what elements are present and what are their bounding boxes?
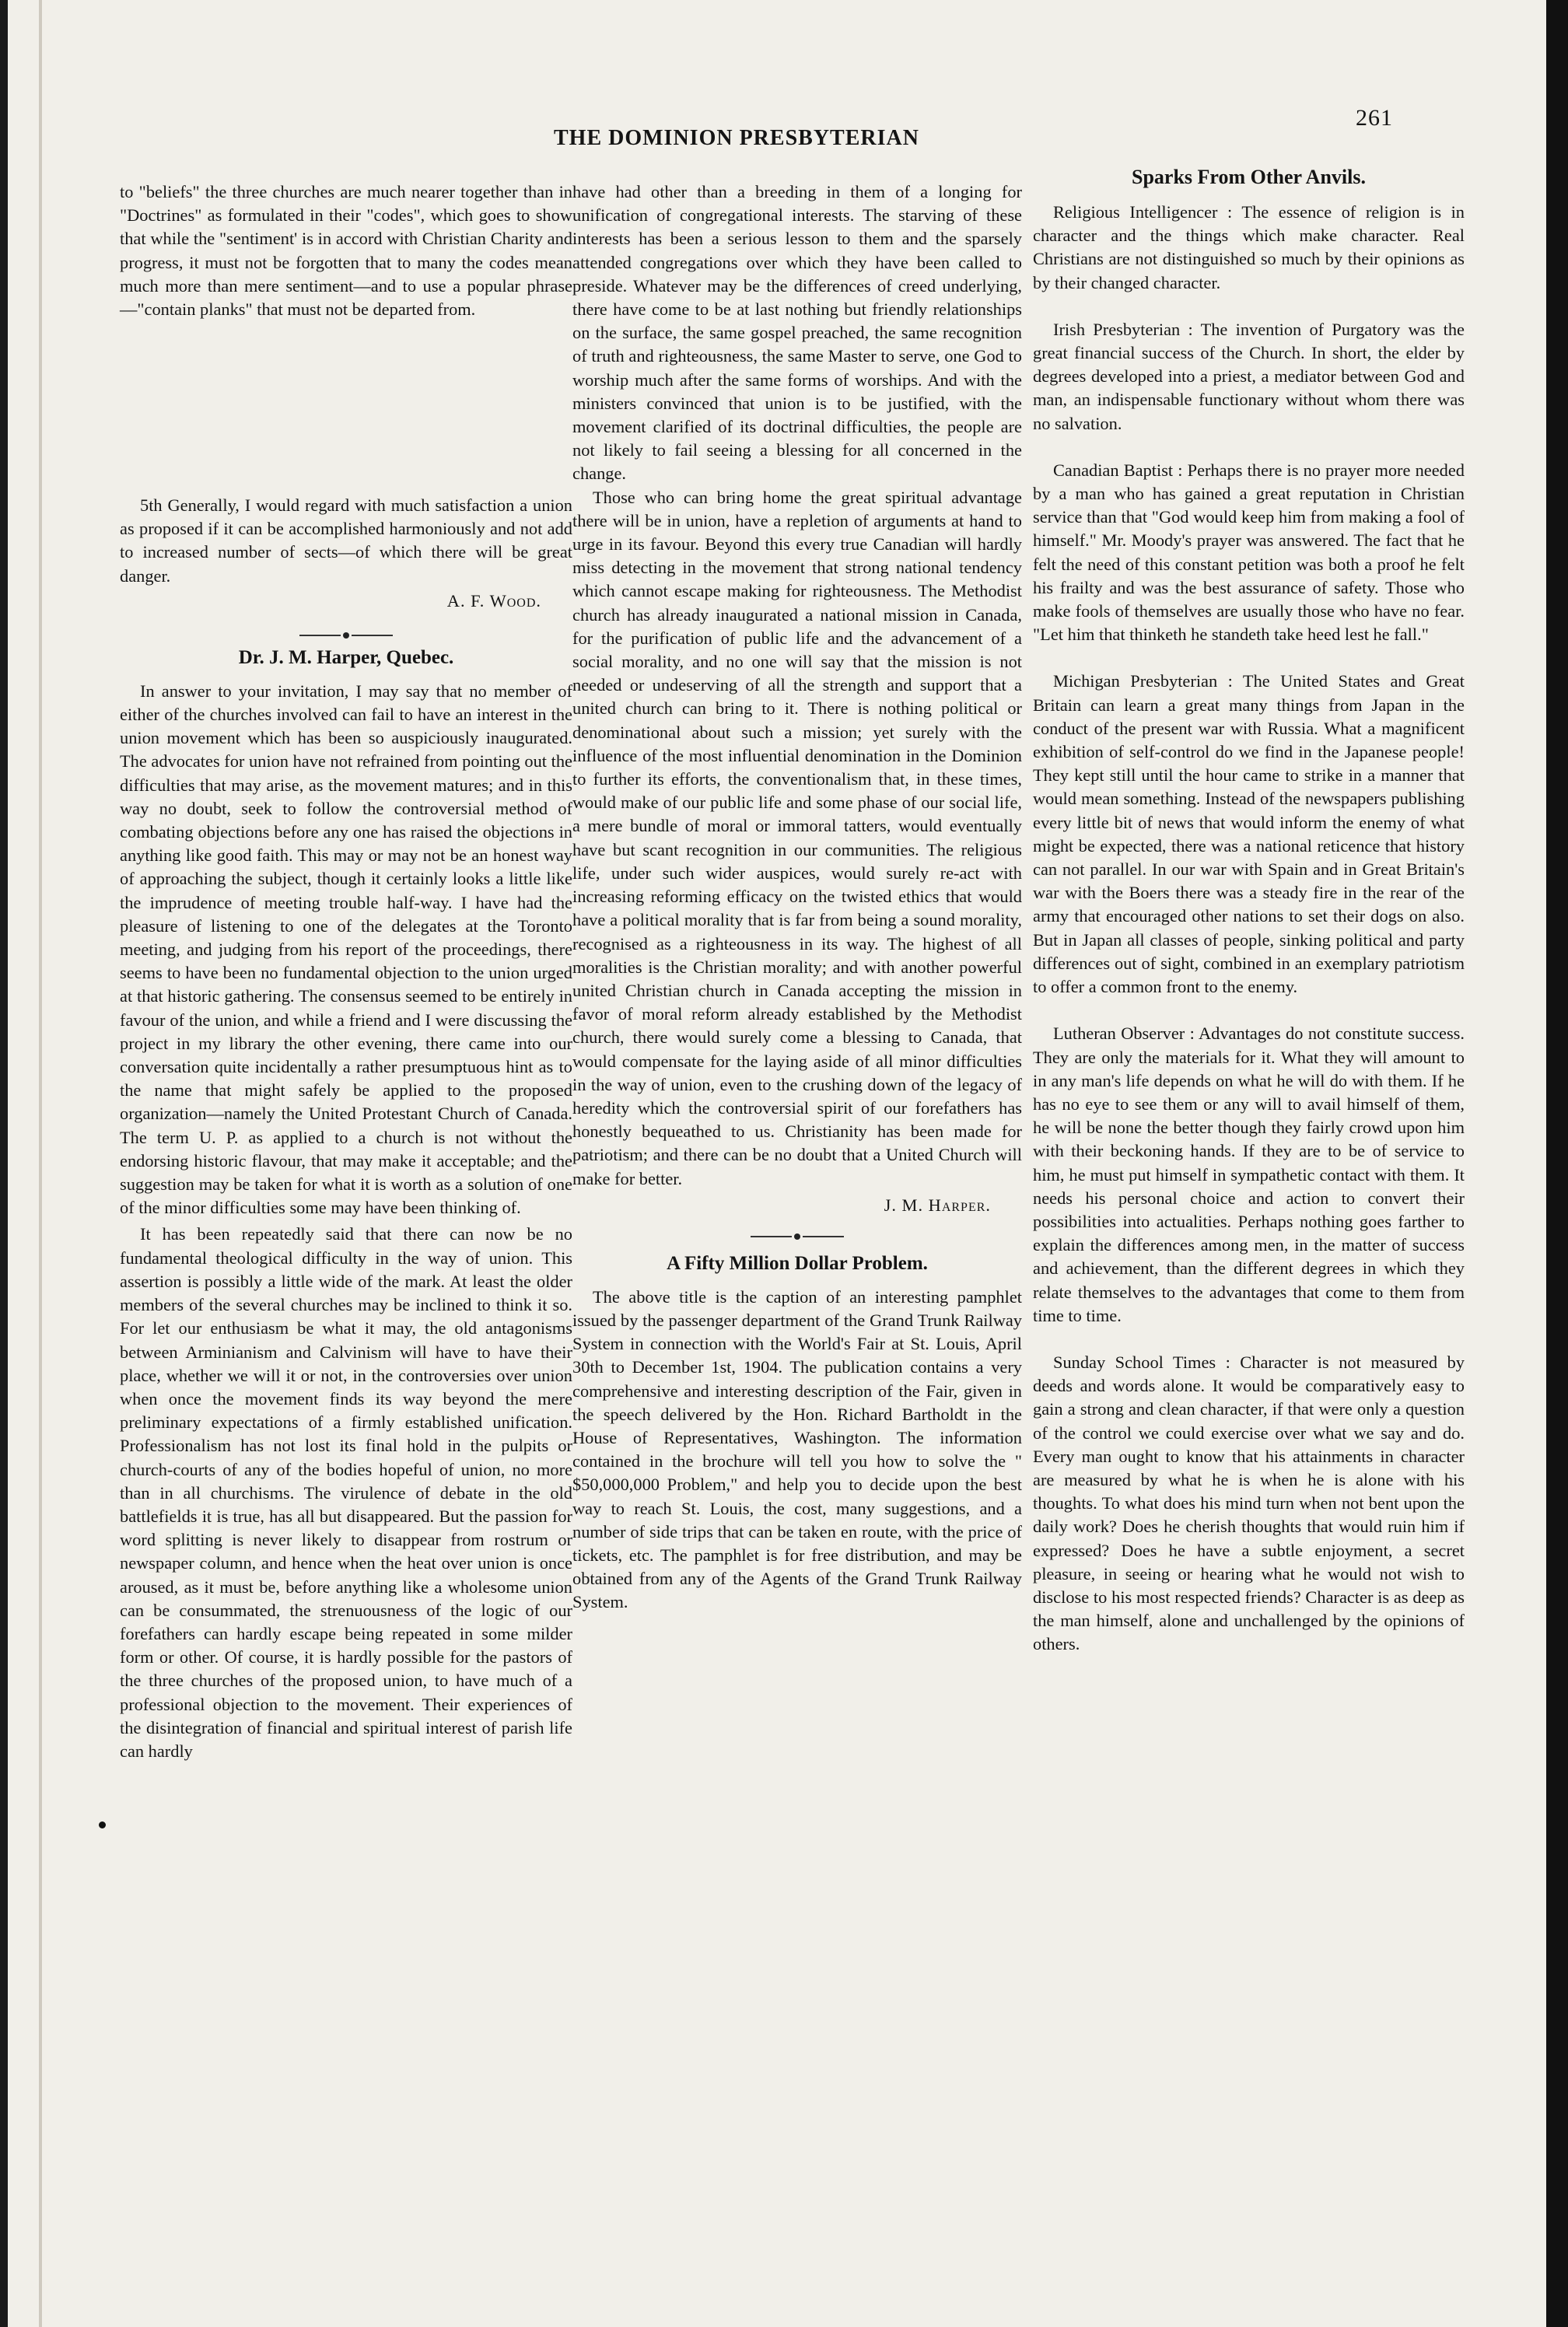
section-heading: Sparks From Other Anvils. [1132, 166, 1366, 188]
section-divider [299, 632, 393, 639]
column-1 [120, 180, 572, 1763]
running-head: THE DOMINION PRESBYTERIAN [554, 126, 919, 150]
author-signature: J. M. Harper. [884, 1195, 991, 1215]
article-paragraph: The above title is the caption of an interesting pamphlet issued by the passenger department of the Grand Trunk Railway System in connection with the World's Fair at St. Louis, April 30th to December 1st, 1904. The publication contains a very comprehensive and interesting description of the Fair, given in the speech delivered by the Hon. Richard Bartholdt in the House of Representatives, Washington. The information contained in the brochure will tell you how to solve the " $50,000,000 Problem," and help you to decide upon the best way to reach St. Louis, the cost, many suggestions, and a number of side trips that can be taken en route, with the price of tickets, etc. The pamphlet is for free distribution, and may be obtained from any of the Agents of the Grand Trunk Railway System. [572, 1286, 1022, 1612]
article-paragraph: It has been repeatedly said that there can now be no fundamental theological difficulty in the way of union. This assertion is possibly a little wide of the mark. At least the older members of the several churches may be inclined to think it so. For let our enthusiasm be what it may, the old antagonisms between Arminianism and Calvinism will have to have their place, whether we will it or not, in the controversies over union when once the movement finds its way beyond the mere preliminary expectations of a firmly established unification. Professionalism has not lost its final hold in the pulpits or church-courts of any of the bodies hopeful of union, no more than in all churchisms. The virulence of debate in the old battlefields it is true, has all but disappeared. But the passion for word splitting is never likely to disappear from rostrum or newspaper column, and hence when the heat over union is once aroused, as it must be, before anything like a wholesome union can be consummated, the strenuousness of the logic of our forefathers can hardly escape being repeated in some milder form or other. Of course, it is hardly possible for the pastors of the three churches of the proposed union, to have much of a professional objection to the movement. Their experiences of the disintegration of financial and spiritual interest of parish life can hardly [120, 1224, 572, 1761]
author-signature: A. F. Wood. [446, 590, 541, 611]
margin-mark [99, 1821, 106, 1828]
column-2 [572, 180, 1022, 1615]
quote-paragraph: Michigan Presbyterian : The United States and Great Britain can learn a great many things from Japan in the conduct of the present war with Russia. What a magnificent exhibition of self-control do we find in the Japanese people! They kept still until the hour came to strike in a manner that would mean something. Instead of the newspapers publishing every little bit of news that would inform the enemy of what might be expected, there was a national reticence that history can not parallel. In our war with Spain and in Great Britain's war with the Boers there was a steady fire in the rear of the army that encouraged other nations to set their dogs on also. But in Japan all classes of people, sinking political and party differences out of sight, combined in an exemplary patriotism to offer a common front to the enemy. [1033, 671, 1465, 997]
article-paragraph: In answer to your invitation, I may say that no member of either of the churches involved can fail to have an interest in the union movement which has been so auspiciously inaugurated. The advocates for union have not refrained from pointing out the difficulties that may arise, as the movement matures; and in this way no doubt, seek to follow the controversial method of combating objections before any one has raised the objections in anything like good faith. This may or may not be an honest way of approaching the subject, though it certainly looks a little like the imprudence of meeting trouble half-way. I have had the pleasure of listening to one of the delegates at the Toronto meeting, and judging from his report of the proceedings, there seems to have been no fundamental objection to the union urged at that historic gathering. The consensus seemed to be entirely in favour of the union, and while a friend and I were discussing the project in my library the other evening, there came into our conversation quite incidentally a rather presumptuous hint as to the name that might safely be applied to the proposed organization—namely the United Protestant Church of Canada. The term U. P. as applied to a church is not without the endorsing historic flavour, that may make it acceptable; and the suggestion may be taken for what it is worth as a solution of one of the minor difficulties some may have been thinking of. [120, 681, 572, 1218]
article-heading: Dr. J. M. Harper, Quebec. [238, 646, 454, 668]
section-divider [751, 1233, 844, 1240]
scan-edge-left [0, 0, 8, 2327]
article-paragraph: to "beliefs" the three churches are much nearer together than in "Doctrines" as formulated in their "codes", which goes to show that while the "sentiment' is in accord with Christian Charity and progress, it must not be forgotten that to many the codes mean much more than mere sentiment—and to use a popular phrase—"contain planks" that must not be departed from. [120, 182, 572, 320]
quote-paragraph: Canadian Baptist : Perhaps there is no prayer more needed by a man who has gained a great reputation in Christian service than that "God would keep him from making a fool of himself." Mr. Moody's prayer was answered. The fact that he felt the need of this constant petition was both a proof he felt his frailty and was the best assurance of safety. Those who make fools of themselves are usually those who have no fear. "Let him that thinketh he standeth take heed lest he fall." [1033, 460, 1465, 645]
quote-paragraph: Sunday School Times : Character is not measured by deeds and words alone. It would be comparatively easy to gain a strong and clean character, if that were only a question of the control we could exercise over what we say and do. Every man ought to know that his attainments in character are measured by what he is when he is alone with his thoughts. To what does his mind turn when not bent upon the daily work? Does he cherish thoughts that would ruin him if expressed? Does he have a subtle enjoyment, a secret pleasure, in seeing or hearing what he would not wish to disclose to his most respected friends? Character is as deep as the man himself, alone and unchallenged by the opinions of others. [1033, 1352, 1465, 1654]
quote-paragraph: Irish Presbyterian : The invention of Purgatory was the great financial success of the Church. In short, the elder by degrees developed into a priest, a mediator between God and man, an indispensable functionary without whom there was no salvation. [1033, 319, 1465, 433]
article-heading: A Fifty Million Dollar Problem. [667, 1252, 928, 1274]
scan-gutter [39, 0, 42, 2327]
article-paragraph: have had other than a breeding in them of a longing for unification of congregational interests. The starving of these interests has been a serious lesson to them and the sparsely attended congregations over which they have been called to preside. Whatever may be the differences of creed underlying, there have come to be at last nothing but friendly relationships on the surface, the same gospel preached, the same recognition of truth and righteousness, the same Master to serve, one God to worship much after the same forms of worships. And with the ministers convinced that union is to be justified, with the movement clarified of its doctrinal difficulties, the people are not likely to fail seeing a blessing for all concerned in the change. [572, 182, 1022, 484]
scan-edge-right [1546, 0, 1568, 2327]
quote-paragraph: Lutheran Observer : Advantages do not constitute success. They are only the materials for it. What they will amount to in any man's life depends on what he will do with them. If he has no eye to see them or any will to avail himself of them, he will be none the better though they fairly crowd upon him with their beckoning hands. If they are to be of service to him, he must put himself in sympathetic contact with them. It needs his personal choice and action to convert their possibilities into actualities. Perhaps nothing goes farther to explain the differences among men, in the matter of success and achievement, than the different degrees in which they relate themselves to the advantages that come to them from time to time. [1033, 1024, 1465, 1325]
article-paragraph: 5th Generally, I would regard with much satisfaction a union as proposed if it can be accomplished harmoniously and not add to increased number of sects—of which there will be great danger. [120, 495, 572, 586]
quote-paragraph: Religious Intelligencer : The essence of religion is in character and the things which make character. Real Christians are not distinguished so much by their opinions as by their changed character. [1033, 202, 1465, 292]
page-number: 261 [1356, 105, 1393, 131]
article-paragraph: Those who can bring home the great spiritual advantage there will be in union, have a repletion of arguments at hand to urge in its favour. Beyond this every true Canadian will hardly miss detecting in the movement that strong national tendency which cannot escape making for righteousness. The Methodist church has already inaugurated a national mission in Canada, for the purification of public life and the advancement of a social morality, and no one will say that the mission is not needed or undeserving of all the strength and support that a united church can bring to it. There is nothing political or denominational about such a mission; yet surely with the influence of the most influential denomination in the Dominion to further its efforts, the conventionalism that, in these times, would make of our public life and some phase of our social life, a mere bundle of moral or immoral tatters, would eventually have but scant recognition in our communities. The religious life, under such wider auspices, would surely re-act with increasing reforming efficacy on the twisted ethics that would have a political morality that is far from being a sound morality, recognised as a righteousness in its way. The highest of all moralities is the Christian morality; and with another powerful united Christian church in Canada accepting the mission in favor of moral reform already established by the Methodist church, there would surely come a blessing to Canada, that would compensate for the laying aside of all minor difficulties in the way of union, even to the crushing down of the legacy of heredity which the controversial spirit of our forefathers has honestly bequeathed to us. Christianity has been made for patriotism; and there can be no doubt that a United Church will make for better. [572, 487, 1022, 1188]
column-3 [1033, 162, 1465, 1657]
